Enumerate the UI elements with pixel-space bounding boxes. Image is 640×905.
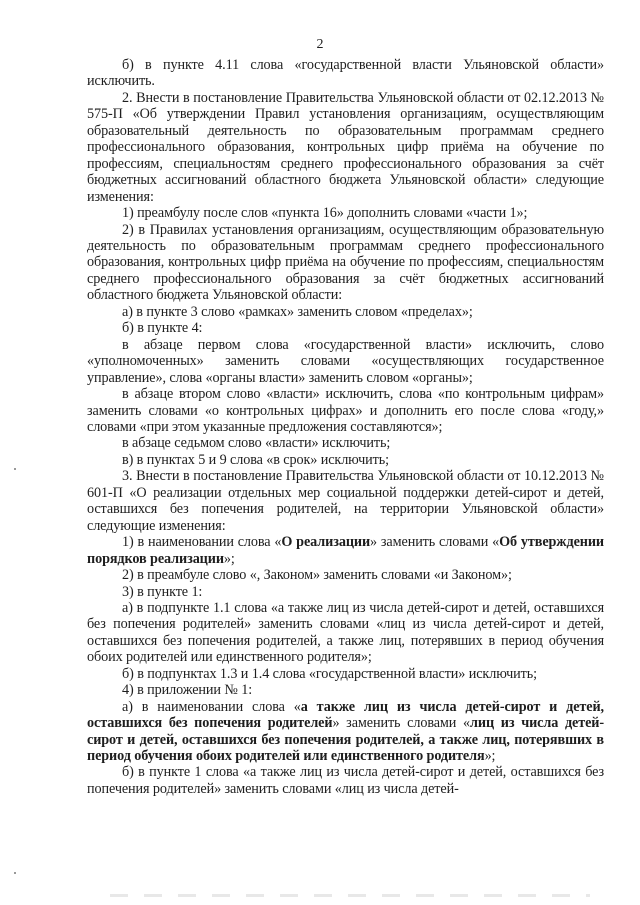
text-run: в абзаце первом слова «государственной власти» исключить, слово «уполномоченных» заменить словами «осуществляющих государственное управление», слова «органы власти» заменить словом «органы»; xyxy=(87,336,604,386)
text-run: а) в пункте 3 слово «рамках» заменить словом «пределах»; xyxy=(122,303,473,320)
text-run: 4) в приложении № 1: xyxy=(122,682,253,699)
paragraph xyxy=(87,386,604,435)
text-run: б) в пункте 4.11 слова «государственной власти Ульяновской области» исключить. xyxy=(87,57,604,90)
paragraph xyxy=(87,682,604,698)
text-run: в абзаце седьмом слово «власти» исключить; xyxy=(122,435,391,452)
text-run: 1) в наименовании слова « xyxy=(122,534,282,551)
paragraph xyxy=(87,90,604,205)
bold-text: Об утверждении порядков реализации xyxy=(87,534,604,567)
text-run: а) в подпункте 1.1 слова «а также лиц из числа детей-сирот и детей, оставшихся без попечения родителей» заменить словами «лиц из числа детей-сирот и детей, оставшихся без попечения родителей, а также лиц, потерявших в период обучения обоих родителей или единственного родителя»; xyxy=(87,599,604,666)
bold-text: лиц из числа детей-сирот и детей, оставшихся без попечения родителей, а также лиц, потерявших в период обучения обоих родителей или единственного родителя xyxy=(87,715,605,765)
paragraph xyxy=(87,205,604,221)
paragraph xyxy=(87,222,604,304)
bold-text: О реализации xyxy=(281,534,371,551)
paragraph xyxy=(87,534,604,567)
text-run: 3) в пункте 1: xyxy=(122,583,203,600)
paragraph xyxy=(87,584,604,600)
page-number: 2 xyxy=(316,37,324,52)
paragraph xyxy=(87,600,604,666)
bold-text: а также лиц из числа детей-сирот и детей, оставшихся без попечения родителей xyxy=(87,698,604,732)
paragraph xyxy=(87,435,604,451)
paragraph xyxy=(87,567,604,583)
text-run: »; xyxy=(223,550,235,567)
paragraph xyxy=(87,452,604,468)
text-run: 2. Внести в постановление Правительства Ульяновской области от 02.12.2013 № 575-П «Об утверждении Правил установления организациям, осуществляющим образовательный деятельность по образовательным программам среднего профессионального образования, контрольных цифр приёма на обучение по профессиям, специальностям среднего профессионального образования за счёт бюджетных ассигнований областного бюджета Ульяновской области» следующие изменения: xyxy=(87,89,604,205)
text-run: а) в наименовании слова « xyxy=(122,698,301,715)
paragraph xyxy=(87,320,604,336)
text-run: в) в пунктах 5 и 9 слова «в срок» исключить; xyxy=(122,451,389,468)
text-run: » заменить словами « xyxy=(332,715,471,732)
paragraph xyxy=(87,666,604,682)
text-run: »; xyxy=(484,748,496,765)
paragraph xyxy=(87,699,604,765)
text-run: в абзаце втором слово «власти» исключить, слова «по контрольным цифрам» заменить словами «о контрольных цифрах» и дополнить его после слова «году,» словами «при этом указанные предложения составляются»; xyxy=(87,386,604,435)
text-run: 2) в преамбуле слово «, Законом» заменить словами «и Законом»; xyxy=(122,567,512,584)
text-run: 1) преамбулу после слов «пункта 16» дополнить словами «части 1»; xyxy=(122,205,528,222)
paragraph xyxy=(87,337,604,386)
document-body xyxy=(87,57,604,797)
footer-scan-noise xyxy=(110,894,590,897)
text-run: 3. Внести в постановление Правительства Ульяновской области от 10.12.2013 № 601-П «О реализации отдельных мер социальной поддержки детей-сирот и детей, оставшихся без попечения родителей, на территории Ульяновской области» следующие изменения: xyxy=(87,468,604,534)
text-run: 2) в Правилах установления организациям, осуществляющим образовательную деятельность по образовательным программам среднего профессионального образования, контрольных цифр приёма на обучение по профессиям, специальностям среднего профессионального образования за счёт бюджетных ассигнований областного бюджета Ульяновской области: xyxy=(87,221,604,304)
text-run: б) в пункте 4: xyxy=(122,320,203,337)
text-run: б) в пункте 1 слова «а также лиц из числа детей-сирот и детей, оставшихся без попечения родителей» заменить словами «лиц из числа детей- xyxy=(87,764,604,797)
scan-artifact xyxy=(14,872,16,874)
text-run: » заменить словами « xyxy=(370,534,500,551)
paragraph xyxy=(87,304,604,320)
paragraph xyxy=(87,764,604,797)
scan-artifact xyxy=(14,468,16,470)
paragraph xyxy=(87,57,604,90)
text-run: б) в подпунктах 1.3 и 1.4 слова «государственной власти» исключить; xyxy=(122,665,537,682)
paragraph xyxy=(87,468,604,534)
